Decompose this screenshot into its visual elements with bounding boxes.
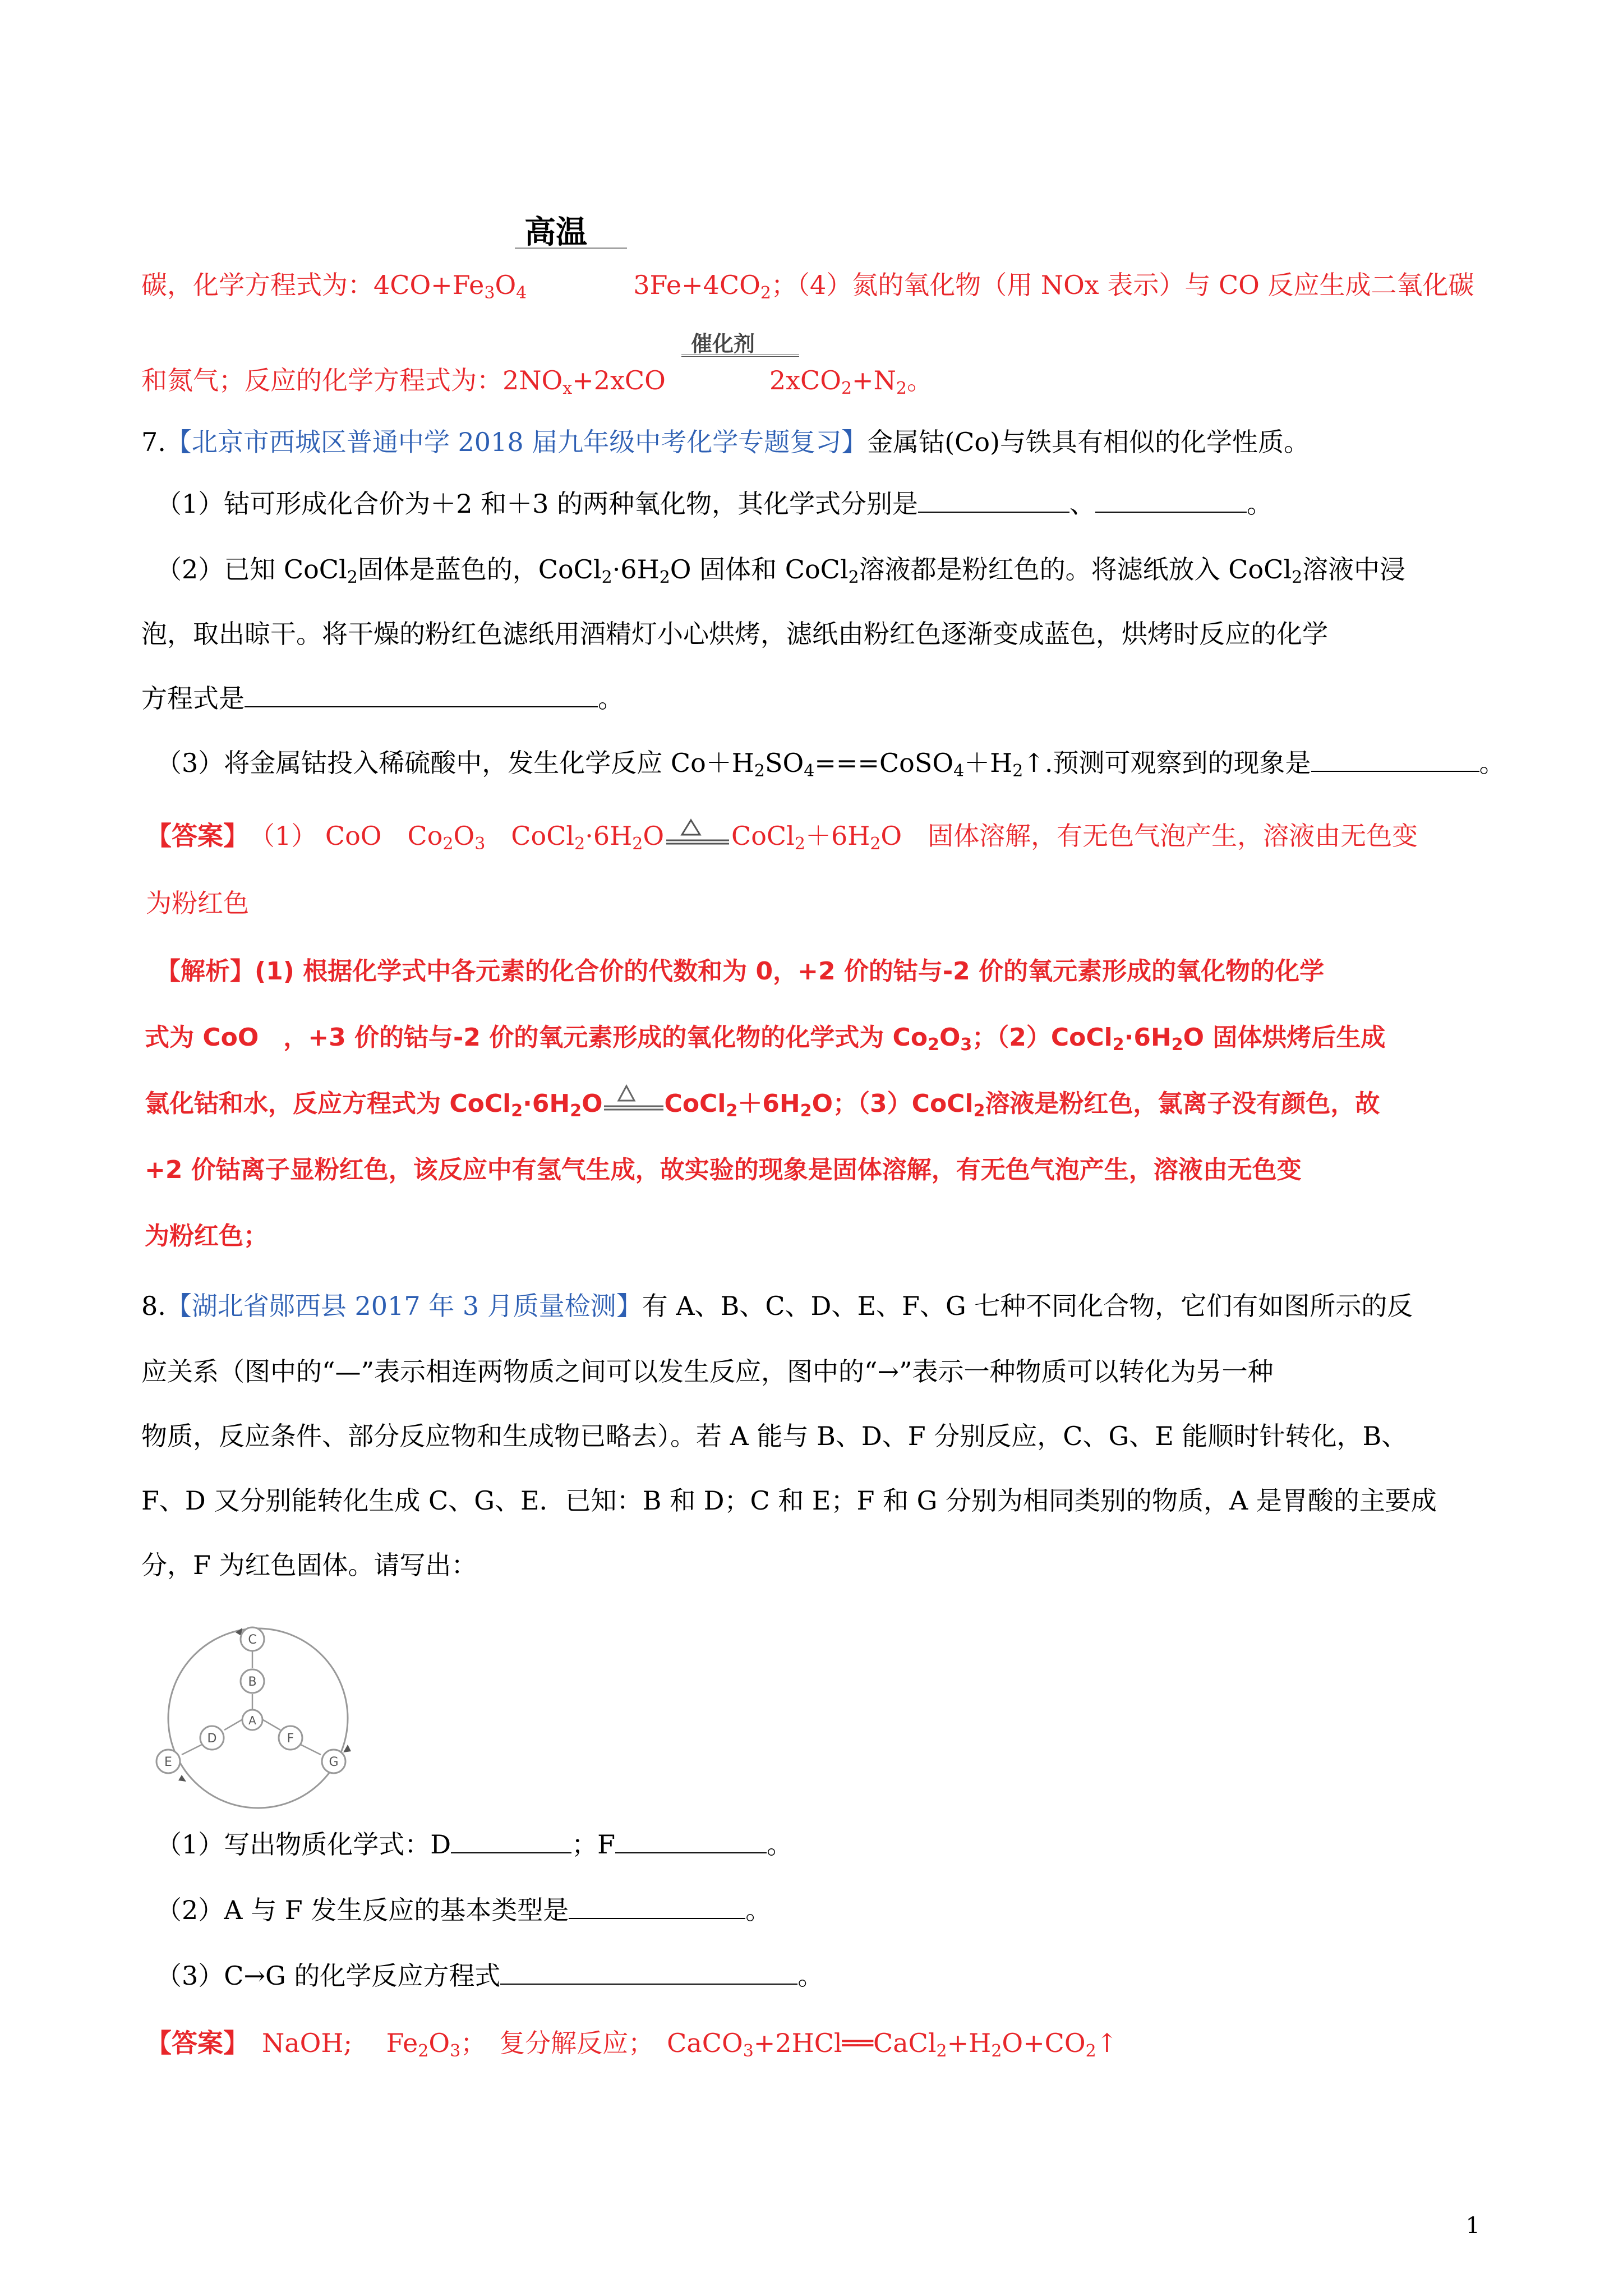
q8-stem-line5: 分，F 为红色固体。请写出： [141, 1550, 477, 1580]
answer-blank[interactable] [1095, 487, 1247, 513]
answer-blank[interactable] [1311, 746, 1479, 772]
q7-answer-line2: 为粉红色 [146, 888, 249, 918]
q7-analysis-line2: 式为 CoO ，+3 价的钴与-2 价的氧元素形成的氧化物的化学式为 $Co_2O_3$；$(2)CoCl_2\cdot 6H_2O$ 固体烘烤后生成 [145, 1023, 1386, 1055]
equation-line-1: 碳，化学方程式为：$4CO+Fe_3O_4$ $3Fe+4CO_2$；（4）氮的氧化物（用 NOx 表示）与 CO 反应生成二氧化碳 [141, 270, 1474, 303]
svg-text:C: C [248, 1633, 257, 1647]
svg-text:G: G [329, 1755, 339, 1769]
svg-text:D: D [207, 1732, 217, 1746]
node-g [322, 1750, 345, 1773]
arrow-line-2 [681, 355, 799, 357]
heat-sign [603, 1089, 665, 1112]
svg-text:F: F [287, 1732, 294, 1746]
node-d [200, 1726, 224, 1750]
equation-line-2: 和氮气；反应的化学方程式为：$2NO_x+2xCO$ $2xCO_2+N_2$。 [141, 365, 933, 398]
q8-part2: （2）A 与 F 发生反应的基本类型是 。 [156, 1893, 771, 1927]
heat-sign [664, 822, 731, 845]
svg-text:B: B [248, 1675, 257, 1689]
q7-analysis-line4: +2 价钴离子显粉红色，该反应中有氢气生成，故实验的现象是固体溶解，有无色气泡产生，溶液由无色变 [145, 1156, 1302, 1184]
answer-blank[interactable] [451, 1828, 571, 1853]
q7-part3: （3）将金属钴投入稀硫酸中，发生化学反应 $Co+H_2SO_4===CoSO_4+H_2↑$.预测可观察到的现象是 。 [156, 746, 1505, 780]
q8-stem-line3: 物质，反应条件、部分反应物和生成物已略去）。若 A 能与 B、D、F 分别反应，C、G、E 能顺时针转化，B、 [141, 1421, 1408, 1451]
svg-text:E: E [164, 1755, 172, 1769]
node-c [241, 1627, 264, 1651]
q8-stem-line2: 应关系（图中的“—”表示相连两物质之间可以发生反应，图中的“→”表示一种物质可以转化为另一种 [141, 1356, 1274, 1387]
q8-answer: 【答案】 NaOH; $Fe_2O_3$； 复分解反应； $CaCO_3+2HCl══CaCl_2+H_2O+CO_2↑$ [146, 2028, 1118, 2061]
node-b [241, 1669, 264, 1693]
q7-analysis-line1: 【解析】(1) 根据化学式中各元素的化合价的代数和为 0，+2 价的钴与-2 价的氧元素形成的氧化物的化学 [156, 957, 1325, 986]
answer-blank[interactable] [569, 1893, 745, 1919]
q7-part2-line3: 方程式是 。 [141, 682, 624, 715]
q7-part1: （1）钴可形成化合价为＋2 和＋3 的两种氧化物，其化学式分别是 、 。 [156, 487, 1272, 521]
arrow-head [178, 1775, 186, 1782]
arrow-line-1 [515, 247, 627, 249]
q7-analysis-line5: 为粉红色； [145, 1222, 268, 1250]
answer-blank[interactable] [245, 682, 598, 707]
answer-blank[interactable] [500, 1959, 797, 1985]
q8-part1: （1）写出物质化学式：D ；F 。 [156, 1828, 792, 1861]
arrow-head [343, 1745, 351, 1752]
q7-analysis-line3: 氯化钴和水，反应方程式为 $CoCl_2\cdot 6H_2O$ $CoCl_2+6H_2O$；（3）CoCl$_2$溶液是粉红色，氯离子没有颜色，故 [145, 1087, 1380, 1121]
reaction-diagram [146, 1610, 381, 1823]
q8-part3: （3）C→G 的化学反应方程式 。 [156, 1959, 823, 1993]
node-f [279, 1726, 302, 1750]
q8-stem-line1: 8.【湖北省郧西县 2017 年 3 月质量检测】有 A、B、C、D、E、F、G 七种不同化合物，它们有如图所示的反 [141, 1291, 1413, 1321]
q7-part2-line1: （2）已知 CoCl$_2$固体是蓝色的，$CoCl_2\cdot 6H_2O$ 固体和 CoCl$_2$溶液都是粉红色的。将滤纸放入 CoCl$_2$溶液中浸 [156, 554, 1406, 587]
q8-source: 【湖北省郧西县 2017 年 3 月质量检测】 [165, 1291, 642, 1321]
condition-catalyst: 催化剂 [691, 332, 755, 356]
answer-blank[interactable] [615, 1828, 767, 1853]
svg-text:A: A [248, 1714, 256, 1727]
diagram-connector [182, 1745, 202, 1755]
q7-answer-line1: 【答案】 （1） CoO $Co_2O_3$ $CoCl_2\cdot 6H_2O$ $CoCl_2+6H_2O$ 固体溶解，有无色气泡产生，溶液由无色变 [146, 821, 1418, 854]
q7-source: 【北京市西城区普通中学 2018 届九年级中考化学专题复习】 [165, 427, 868, 457]
node-a [242, 1710, 262, 1730]
q8-stem-line4: F、D 又分别能转化生成 C、G、E．已知：B 和 D；C 和 E；F 和 G 分别为相同类别的物质，A 是胃酸的主要成 [141, 1485, 1437, 1516]
page-number: 1 [1465, 2213, 1480, 2239]
condition-high-temperature: 高温 [524, 214, 587, 251]
node-e [156, 1750, 180, 1773]
q7-stem: 7.【北京市西城区普通中学 2018 届九年级中考化学专题复习】金属钴(Co)与铁具有相似的化学性质。 [141, 427, 1310, 457]
answer-blank[interactable] [918, 487, 1069, 513]
diagram-connector [301, 1745, 321, 1755]
q7-part2-line2: 泡，取出晾干。将干燥的粉红色滤纸用酒精灯小心烘烤，滤纸由粉红色逐渐变成蓝色，烘烤时反应的化学 [141, 619, 1328, 649]
